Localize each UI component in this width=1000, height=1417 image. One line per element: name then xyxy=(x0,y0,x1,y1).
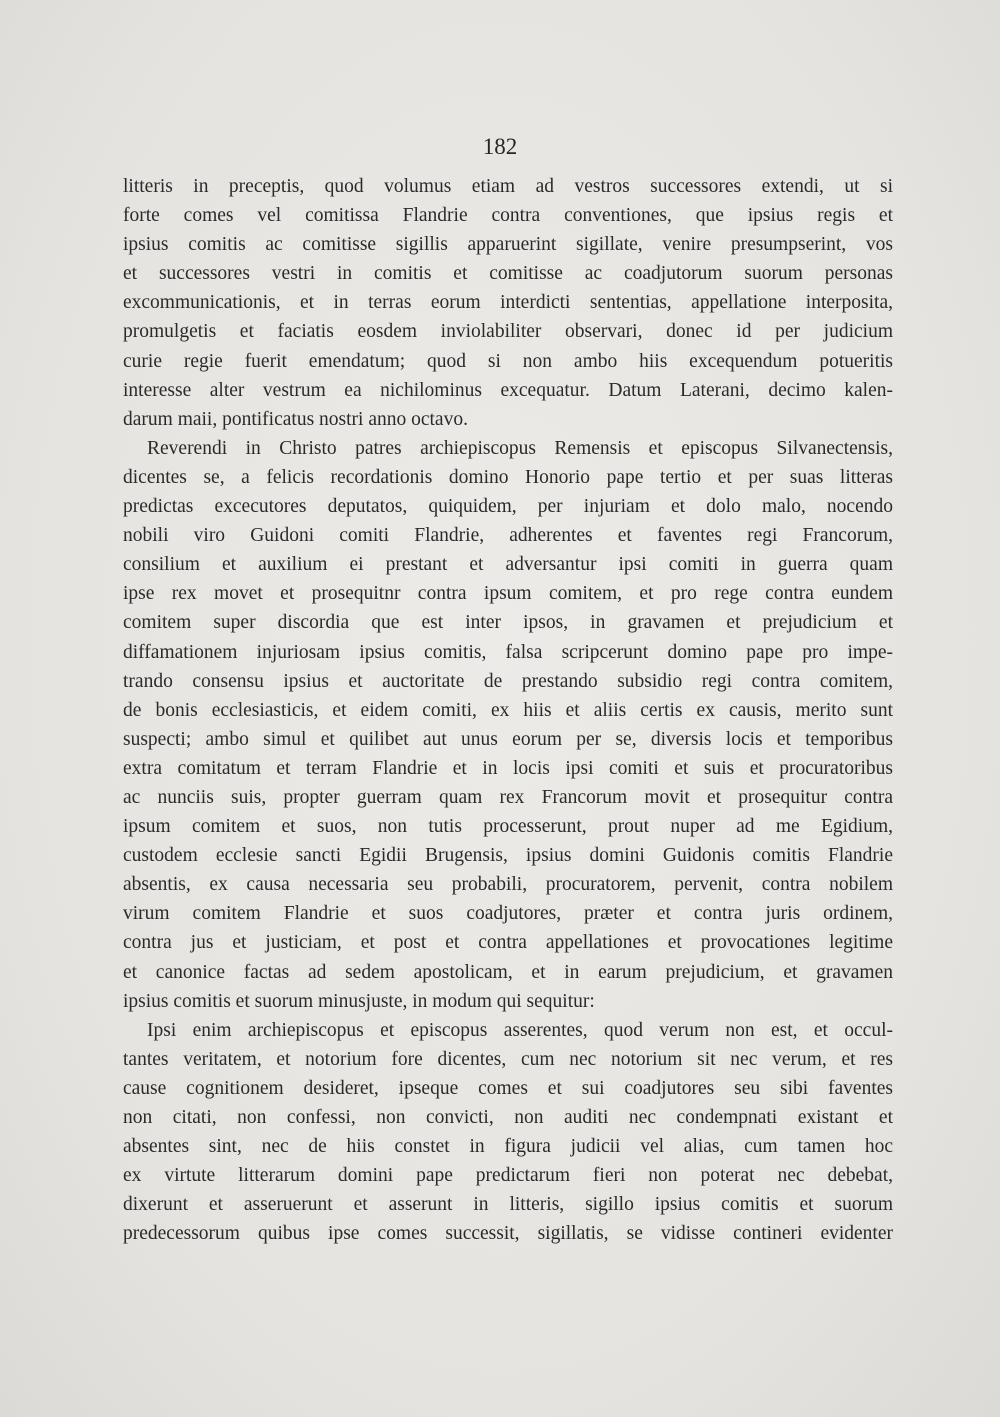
text-line: ex virtute litterarum domini pape predictarum fieri non poterat nec debebat, xyxy=(123,1165,893,1187)
text-line: darum maii, pontificatus nostri anno octavo. xyxy=(123,408,468,430)
text-line: non citati, non confessi, non convicti, non auditi nec condempnati existant et xyxy=(123,1107,893,1128)
text-line: Ipsi enim archiepiscopus et episcopus asserentes, quod verum non est, et occul- xyxy=(147,1019,893,1041)
text-line: et successores vestri in comitis et comitisse ac coadjutorum suorum personas xyxy=(123,263,893,285)
text-line: tantes veritatem, et notorium fore dicentes, cum nec notorium sit nec verum, et res xyxy=(123,1048,893,1070)
text-line: predictas excecutores deputatos, quiquidem, per injuriam et dolo malo, nocendo xyxy=(123,496,893,518)
text-line: forte comes vel comitissa Flandrie contra conventiones, que ipsius regis et xyxy=(123,205,893,227)
text-line: virum comitem Flandrie et suos coadjutores, præter et contra juris ordinem, xyxy=(123,903,893,925)
paragraph-2 xyxy=(123,434,893,1016)
text-line: et canonice factas ad sedem apostolicam, et in earum prejudicium, et gravamen xyxy=(123,961,893,983)
text-line: comitem super discordia que est inter ipsos, in gravamen et prejudicium et xyxy=(123,612,893,634)
text-line: custodem ecclesie sancti Egidii Brugensis, ipsius domini Guidonis comitis Flandrie xyxy=(123,845,893,867)
text-line: predecessorum quibus ipse comes successit, sigillatis, se vidisse contineri evidenter xyxy=(123,1223,893,1245)
paragraph-3 xyxy=(123,1016,893,1249)
text-line: ipse rex movet et prosequitnr contra ipsum comitem, et pro rege contra eundem xyxy=(123,583,893,605)
text-line: absentis, ex causa necessaria seu probabili, procuratorem, pervenit, contra nobilem xyxy=(123,874,893,896)
paragraph-1 xyxy=(123,172,893,434)
text-line: interesse alter vestrum ea nichilominus excequatur. Datum Laterani, decimo kalen- xyxy=(123,379,893,401)
text-line: promulgetis et faciatis eosdem inviolabiliter observari, donec id per judicium xyxy=(123,321,893,343)
text-line: suspecti; ambo simul et quilibet aut unus eorum per se, diversis locis et temporibus xyxy=(123,728,893,750)
text-line: absentes sint, nec de hiis constet in figura judicii vel alias, cum tamen hoc xyxy=(123,1136,893,1158)
text-line: excommunicationis, et in terras eorum interdicti sententias, appellatione interposita, xyxy=(123,292,893,314)
text-line: curie regie fuerit emendatum; quod si non ambo hiis excequendum potueritis xyxy=(123,350,893,372)
text-line: dicentes se, a felicis recordationis domino Honorio pape tertio et per suas litteras xyxy=(123,466,893,488)
text-line: nobili viro Guidoni comiti Flandrie, adherentes et faventes regi Francorum, xyxy=(123,525,893,547)
text-line: dixerunt et asseruerunt et asserunt in litteris, sigillo ipsius comitis et suorum xyxy=(123,1194,893,1216)
text-line: Reverendi in Christo patres archiepiscopus Remensis et episcopus Silvanectensis, xyxy=(147,437,893,459)
text-line: consilium et auxilium ei prestant et adversantur ipsi comiti in guerra quam xyxy=(123,554,893,576)
text-line: ac nunciis suis, propter guerram quam rex Francorum movit et prosequitur contra xyxy=(123,786,893,808)
text-line: ipsum comitem et suos, non tutis processerunt, prout nuper ad me Egidium, xyxy=(123,816,893,838)
body-text xyxy=(123,172,893,1248)
text-line: litteris in preceptis, quod volumus etiam ad vestros successores extendi, ut si xyxy=(123,176,893,197)
text-line: cause cognitionem desideret, ipseque comes et sui coadjutores seu sibi faventes xyxy=(123,1077,893,1099)
text-line: ipsius comitis et suorum minusjuste, in modum qui sequitur: xyxy=(123,990,595,1012)
page-number: 182 xyxy=(482,134,518,159)
text-line: de bonis ecclesiasticis, et eidem comiti, ex hiis et aliis certis ex causis, merito sunt xyxy=(123,699,893,721)
text-line: trando consensu ipsius et auctoritate de prestando subsidio regi contra comitem, xyxy=(123,670,893,692)
text-line: ipsius comitis ac comitisse sigillis apparuerint sigillate, venire presumpserint, vos xyxy=(123,234,893,256)
text-line: diffamationem injuriosam ipsius comitis, falsa scripcerunt domino pape pro impe- xyxy=(123,641,893,663)
text-line: extra comitatum et terram Flandrie et in locis ipsi comiti et suis et procuratoribus xyxy=(123,757,893,779)
text-line: contra jus et justiciam, et post et contra appellationes et provocationes legitime xyxy=(123,932,893,954)
